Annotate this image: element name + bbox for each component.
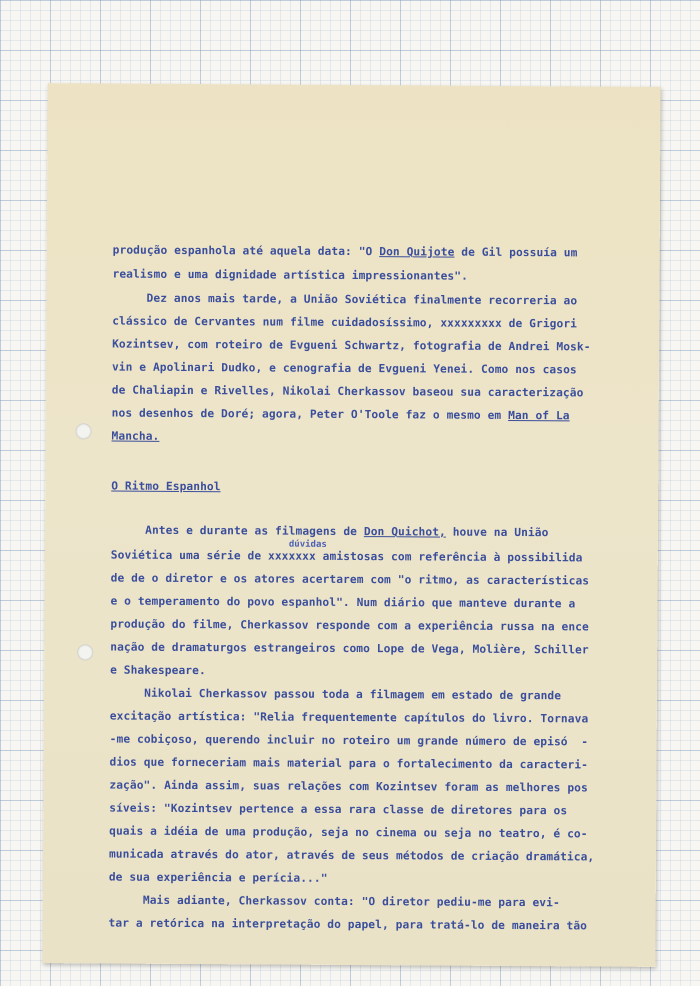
- paragraph1-line2: realismo e uma dignidade artística impressionantes".: [112, 267, 469, 283]
- paragraph2-line5: de Chaliapin e Rivelles, Nikolai Cherkassov baseou sua caracterização: [111, 383, 584, 400]
- paragraph2-line1: Dez anos mais tarde, a União Soviética finalmente recorreria ao: [112, 291, 578, 308]
- paragraph4-line7: quais a idéia de uma produção, seja no cinema ou seja no teatro, é co-: [109, 824, 588, 841]
- handwritten-correction: dúvidas: [288, 539, 327, 550]
- paragraph2-line4: vin e Apolinari Dudko, e cenografia de Evgueni Yenei. Como nos casos: [111, 360, 577, 377]
- paragraph2-line3: Kozintsev, com roteiro de Evgueni Schwartz, fotografia de Andrei Mosk-: [112, 337, 591, 354]
- paragraph4-line6: síveis: "Kozintsev pertence a essa rara classe de diretores para os: [109, 801, 568, 818]
- punch-hole-bottom: [77, 644, 93, 660]
- paragraph2-line6: nos desenhos de Doré; agora, Peter O'Toole faz o mesmo em Man of La: [111, 406, 570, 423]
- paragraph3-line1: Antes e durante as filmagens de Don Quichot, houve na União: [110, 523, 549, 540]
- punch-hole-top: [76, 423, 92, 439]
- paragraph3-line2: Soviética uma série de xxxxxxx amistosas com referência à possibilida: [110, 548, 583, 565]
- paragraph4-line1: Nikolai Cherkassov passou toda a filmagem em estado de grande: [109, 686, 562, 703]
- paragraph4-line3: -me cobiçoso, querendo incluir no roteiro um grande número de episó -: [109, 732, 589, 749]
- paragraph5-line2: tar a retórica na interpretação do papel, para tratá-lo de maneira tão: [108, 916, 588, 933]
- paragraph4-line2: excitação artística: "Relia frequentemente capítulos do livro. Tornava: [109, 709, 589, 726]
- paragraph3-line4: e o temperamento do povo espanhol". Num diário que manteve durante a: [110, 594, 576, 611]
- paragraph2-line7: Mancha.: [111, 429, 160, 443]
- paragraph3-line6: nação de dramaturgos estrangeiros como Lope de Vega, Molière, Schiller: [110, 640, 589, 657]
- paragraph4-line5: zação". Ainda assim, suas relações com Kozintsev foram as melhores pos: [109, 778, 588, 795]
- paragraph3-line7: e Shakespeare.: [110, 663, 206, 678]
- paragraph4-line8: municada através do ator, através de seus métodos de criação dramática,: [108, 847, 595, 864]
- paragraph2-line2: clássico de Cervantes num filme cuidadosíssimo, xxxxxxxxx de Grigori: [112, 314, 578, 331]
- paragraph3-line5: produção do filme, Cherkassov responde com a experiência russa na ence: [110, 617, 589, 634]
- paragraph1-line1: produção espanhola até aquela data: "O Don Quijote de Gil possuía um: [112, 243, 578, 260]
- paragraph4-line4: dios que forneceriam mais material para o fortalecimento da caracteri-: [109, 755, 589, 772]
- paragraph5-line1: Mais adiante, Cherkassov conta: "O diretor pediu-me para evi-: [108, 893, 560, 910]
- paragraph4-line9: de sua experiência e perícia...": [108, 870, 328, 885]
- section-heading: O Ritmo Espanhol: [111, 479, 221, 494]
- paragraph3-line3: de de o diretor e os atores acertarem com "o ritmo, as características: [110, 571, 590, 588]
- typewritten-page: [42, 83, 660, 967]
